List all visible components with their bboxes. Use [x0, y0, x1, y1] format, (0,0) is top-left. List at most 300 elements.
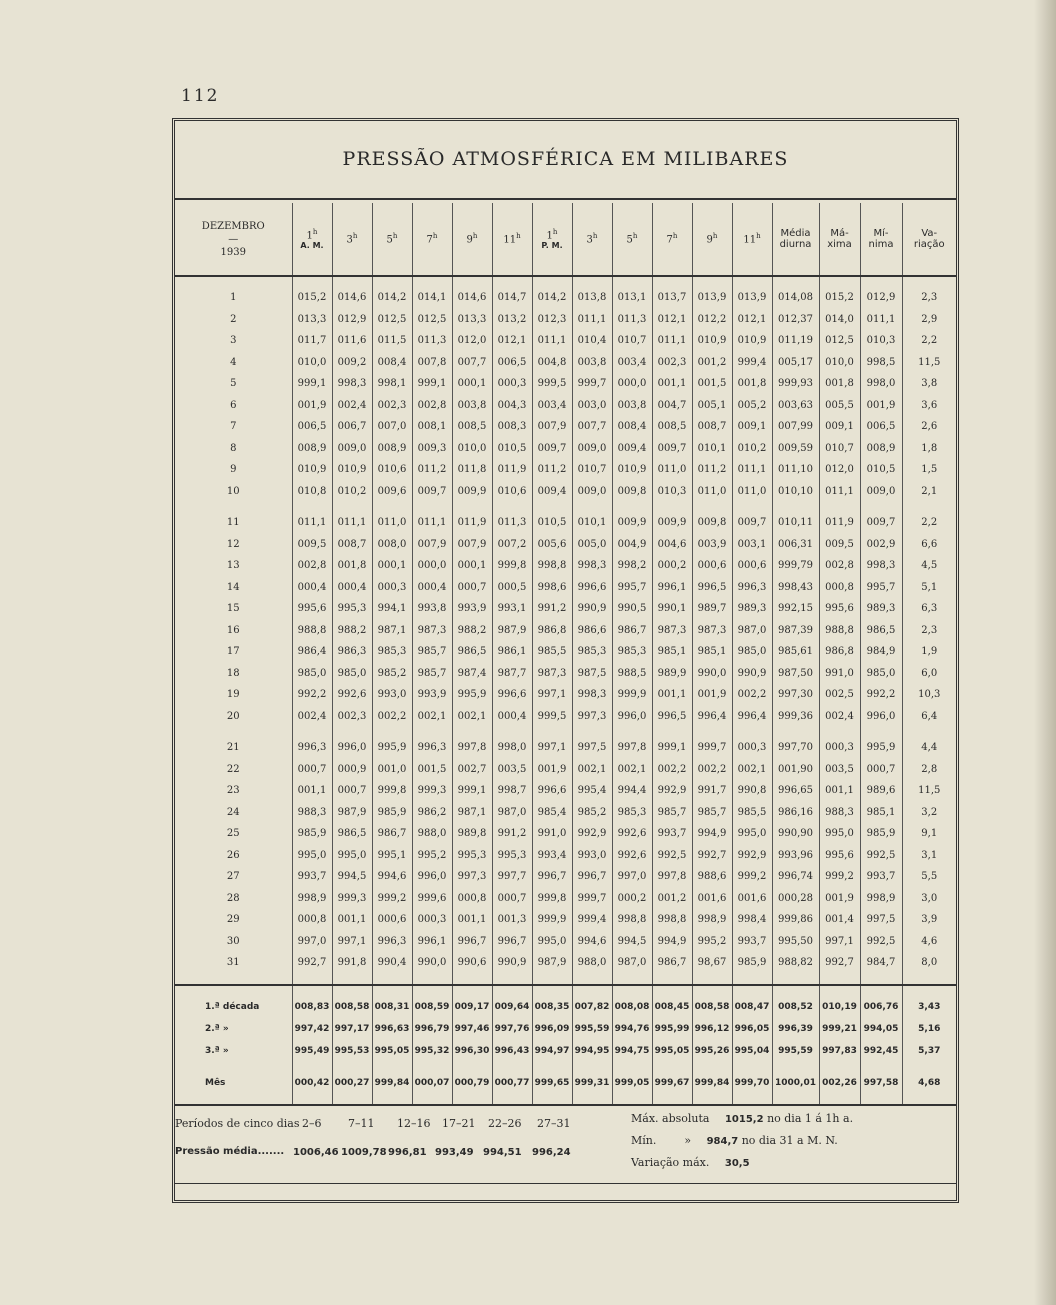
value-cell: 003,5 [492, 759, 532, 781]
spacer-row [175, 1094, 956, 1105]
value-cell: 992,5 [860, 931, 902, 953]
value-cell: 010,2 [732, 438, 772, 460]
hour-label: 1 [306, 230, 313, 242]
spacer-cell [772, 727, 819, 737]
value-cell: 987,9 [332, 802, 372, 824]
value-cell: 005,2 [732, 395, 772, 417]
value-cell: 005,6 [532, 534, 572, 556]
value-cell: 013,2 [492, 309, 532, 331]
value-cell: 986,2 [412, 802, 452, 824]
value-cell: 987,0 [492, 802, 532, 824]
value-cell: 013,9 [692, 287, 732, 309]
value-cell: 991,0 [819, 663, 860, 685]
day-row [175, 802, 956, 824]
spacer-cell [532, 727, 572, 737]
minimum-header-line: nima [868, 239, 894, 250]
value-cell: 011,1 [732, 459, 772, 481]
value-cell: 998,43 [772, 577, 819, 599]
value-cell: 008,5 [652, 416, 692, 438]
value-cell: 996,0 [412, 866, 452, 888]
daily-mean-header-line: Média [780, 228, 811, 239]
spacer-cell [860, 276, 902, 287]
value-cell: 008,35 [532, 996, 572, 1018]
value-cell: 009,1 [819, 416, 860, 438]
spacer-row [175, 985, 956, 996]
value-cell: 995,9 [452, 684, 492, 706]
minimum-header [860, 203, 902, 276]
value-cell: 008,4 [372, 352, 412, 374]
hour-label: 11 [503, 234, 517, 246]
pressure-value: 996,24 [532, 1147, 571, 1158]
value-cell: 985,2 [372, 663, 412, 685]
value-cell: 988,3 [819, 802, 860, 824]
spacer-cell [175, 502, 292, 512]
day-row [175, 620, 956, 642]
value-cell: 2,8 [902, 759, 956, 781]
value-cell: 997,8 [452, 737, 492, 759]
value-cell: 995,49 [292, 1040, 332, 1062]
value-cell: 997,1 [532, 684, 572, 706]
row-label: 8 [230, 442, 237, 454]
value-cell: 985,5 [732, 802, 772, 824]
value-cell: 011,0 [652, 459, 692, 481]
value-cell: 012,0 [452, 330, 492, 352]
value-cell: 998,7 [492, 780, 532, 802]
value-cell: 987,50 [772, 663, 819, 685]
spacer-cell [572, 1062, 612, 1072]
value-cell: 012,1 [652, 309, 692, 331]
value-cell: 008,58 [692, 996, 732, 1018]
day-row [175, 684, 956, 706]
spacer-cell [612, 985, 652, 996]
value-cell: 009,7 [860, 512, 902, 534]
value-cell: 001,0 [372, 759, 412, 781]
day-row [175, 352, 956, 374]
row-label: 3 [230, 335, 237, 347]
spacer-cell [452, 974, 492, 985]
value-cell: 995,0 [819, 823, 860, 845]
value-cell: 995,0 [332, 845, 372, 867]
pressure-value: 993,49 [435, 1147, 474, 1158]
value-cell: 011,1 [860, 309, 902, 331]
value-cell: 999,8 [372, 780, 412, 802]
value-cell: 009,4 [532, 481, 572, 503]
value-cell: 011,0 [372, 512, 412, 534]
value-cell: 998,0 [860, 373, 902, 395]
value-cell: 002,8 [819, 555, 860, 577]
spacer-cell [692, 974, 732, 985]
value-cell: 995,3 [452, 845, 492, 867]
value-cell: 011,5 [372, 330, 412, 352]
value-cell: 011,1 [532, 330, 572, 352]
value-cell: 997,1 [532, 737, 572, 759]
value-cell: 2,9 [902, 309, 956, 331]
value-cell: 001,2 [692, 352, 732, 374]
value-cell: 996,4 [732, 706, 772, 728]
value-cell: 008,47 [732, 996, 772, 1018]
value-cell: 001,1 [292, 780, 332, 802]
row-label: 31 [226, 957, 240, 969]
value-cell: 987,0 [732, 620, 772, 642]
value-cell: 995,6 [819, 845, 860, 867]
spacer-cell [492, 727, 532, 737]
hour-header [532, 203, 572, 276]
value-cell: 986,7 [612, 620, 652, 642]
value-cell: 995,2 [692, 931, 732, 953]
value-cell: 999,05 [612, 1072, 652, 1094]
value-cell: 010,7 [612, 330, 652, 352]
value-cell: 010,9 [332, 459, 372, 481]
value-cell: 996,7 [572, 866, 612, 888]
value-cell: 993,9 [452, 598, 492, 620]
spacer-cell [372, 727, 412, 737]
value-cell: 002,2 [372, 706, 412, 728]
value-cell: 998,3 [860, 555, 902, 577]
value-cell: 001,4 [819, 909, 860, 931]
pressure-value: 1009,78 [341, 1147, 387, 1158]
value-cell: 009,9 [652, 512, 692, 534]
value-cell: 985,3 [612, 641, 652, 663]
spacer-cell [902, 1062, 956, 1072]
value-cell: 985,7 [412, 663, 452, 685]
value-cell: 986,8 [532, 620, 572, 642]
value-cell: 012,3 [532, 309, 572, 331]
spacer-row [175, 502, 956, 512]
value-cell: 986,7 [372, 823, 412, 845]
periods-row [175, 1117, 299, 1130]
value-cell: 000,7 [492, 888, 532, 910]
value-cell: 000,4 [492, 706, 532, 728]
value-cell: 992,2 [860, 684, 902, 706]
spacer-cell [532, 985, 572, 996]
row-label: 23 [226, 785, 240, 797]
spacer-cell [372, 276, 412, 287]
value-cell: 001,9 [819, 888, 860, 910]
row-label: 7 [230, 421, 237, 433]
value-cell: 996,43 [492, 1040, 532, 1062]
spacer-cell [372, 974, 412, 985]
value-cell: 009,17 [452, 996, 492, 1018]
value-cell: 989,8 [452, 823, 492, 845]
row-label: Mês [205, 1077, 226, 1088]
value-cell: 009,59 [772, 438, 819, 460]
variation-value: 30,5 [724, 1158, 750, 1169]
spacer-cell [372, 985, 412, 996]
spacer-cell [860, 985, 902, 996]
min-value: 984,7 [706, 1136, 739, 1147]
value-cell: 988,2 [332, 620, 372, 642]
value-cell: 001,5 [412, 759, 452, 781]
value-cell: 997,17 [332, 1018, 372, 1040]
value-cell: 992,45 [860, 1040, 902, 1062]
hour-header [732, 203, 772, 276]
value-cell: 009,5 [819, 534, 860, 556]
spacer-cell [732, 974, 772, 985]
hour-sup: h [472, 232, 478, 241]
period-label: 12–16 [397, 1117, 431, 1130]
spacer-cell [292, 985, 332, 996]
spacer-cell [292, 1094, 332, 1105]
value-cell: 999,9 [612, 684, 652, 706]
value-cell: 002,9 [860, 534, 902, 556]
row-label: 19 [226, 689, 240, 701]
value-cell: 996,63 [372, 1018, 412, 1040]
value-cell: 2,3 [902, 287, 956, 309]
value-cell: 000,1 [452, 555, 492, 577]
periods-label: Períodos de cinco dias [175, 1117, 300, 1130]
value-cell: 008,3 [492, 416, 532, 438]
value-cell: 002,4 [292, 706, 332, 728]
value-cell: 008,7 [332, 534, 372, 556]
value-cell: 006,5 [860, 416, 902, 438]
value-cell: 995,9 [860, 737, 902, 759]
value-cell: 997,8 [612, 737, 652, 759]
value-cell: 987,1 [372, 620, 412, 642]
pressure-mean-label: Pressão média....... [175, 1146, 285, 1157]
spacer-cell [819, 974, 860, 985]
spacer-cell [412, 1062, 452, 1072]
value-cell: 004,6 [652, 534, 692, 556]
value-cell: 997,0 [292, 931, 332, 953]
value-cell: 000,8 [819, 577, 860, 599]
spacer-cell [732, 276, 772, 287]
value-cell: 010,3 [860, 330, 902, 352]
value-cell: 990,9 [732, 663, 772, 685]
spacer-cell [175, 1094, 292, 1105]
value-cell: 994,97 [532, 1040, 572, 1062]
value-cell: 999,67 [652, 1072, 692, 1094]
value-cell: 002,4 [819, 706, 860, 728]
value-cell: 996,30 [452, 1040, 492, 1062]
value-cell: 986,16 [772, 802, 819, 824]
value-cell: 005,1 [692, 395, 732, 417]
value-cell: 002,3 [652, 352, 692, 374]
value-cell: 999,2 [819, 866, 860, 888]
spacer-cell [772, 276, 819, 287]
value-cell: 9,1 [902, 823, 956, 845]
value-cell: 001,1 [652, 373, 692, 395]
row-label: 27 [226, 871, 240, 883]
value-cell: 996,6 [572, 577, 612, 599]
value-cell: 014,2 [532, 287, 572, 309]
row-label: 2.ª » [205, 1023, 229, 1034]
value-cell: 985,9 [372, 802, 412, 824]
value-cell: 010,3 [652, 481, 692, 503]
value-cell: 999,1 [452, 780, 492, 802]
value-cell: 007,7 [452, 352, 492, 374]
value-cell: 999,1 [652, 737, 692, 759]
value-cell: 013,3 [292, 309, 332, 331]
row-label: 22 [226, 763, 240, 775]
value-cell: 990,9 [492, 952, 532, 974]
value-cell: 985,7 [652, 802, 692, 824]
day-row [175, 555, 956, 577]
value-cell: 995,4 [572, 780, 612, 802]
value-cell: 995,26 [692, 1040, 732, 1062]
hour-sup: h [552, 227, 558, 236]
value-cell: 3,43 [902, 996, 956, 1018]
spacer-cell [412, 276, 452, 287]
value-cell: 011,2 [532, 459, 572, 481]
value-cell: 009,0 [860, 481, 902, 503]
value-cell: 014,6 [452, 287, 492, 309]
value-cell: 003,4 [532, 395, 572, 417]
value-cell: 987,3 [532, 663, 572, 685]
day-row [175, 737, 956, 759]
value-cell: 000,1 [372, 555, 412, 577]
value-cell: 999,3 [412, 780, 452, 802]
value-cell: 991,8 [332, 952, 372, 974]
footer-bottom-rule [175, 1183, 956, 1184]
value-cell: 990,6 [452, 952, 492, 974]
value-cell: 996,39 [772, 1018, 819, 1040]
value-cell: 010,10 [772, 481, 819, 503]
value-cell: 993,7 [732, 931, 772, 953]
spacer-cell [372, 502, 412, 512]
value-cell: 987,4 [452, 663, 492, 685]
maximum-header [819, 203, 860, 276]
row-label: 12 [226, 538, 240, 550]
min-note: no dia 31 a M. N. [741, 1134, 838, 1147]
day-row [175, 909, 956, 931]
value-cell: 000,3 [492, 373, 532, 395]
value-cell: 995,9 [372, 737, 412, 759]
spacer-cell [819, 1062, 860, 1072]
value-cell: 994,4 [612, 780, 652, 802]
hour-header [572, 203, 612, 276]
day-row [175, 641, 956, 663]
value-cell: 001,1 [452, 909, 492, 931]
value-cell: 002,1 [612, 759, 652, 781]
value-cell: 985,3 [572, 641, 612, 663]
spacer-cell [292, 502, 332, 512]
spacer-cell [532, 502, 572, 512]
spacer-cell [652, 727, 692, 737]
value-cell: 010,11 [772, 512, 819, 534]
spacer-cell [692, 985, 732, 996]
value-cell: 008,45 [652, 996, 692, 1018]
value-cell: 009,7 [412, 481, 452, 503]
value-cell: 992,6 [612, 845, 652, 867]
value-cell: 013,1 [612, 287, 652, 309]
value-cell: 989,7 [692, 598, 732, 620]
spacer-cell [612, 727, 652, 737]
spacer-cell [612, 276, 652, 287]
spacer-cell [372, 1094, 412, 1105]
value-cell: 995,3 [492, 845, 532, 867]
spacer-cell [652, 502, 692, 512]
value-cell: 003,9 [692, 534, 732, 556]
value-cell: 998,3 [332, 373, 372, 395]
value-cell: 999,5 [532, 373, 572, 395]
value-cell: 999,7 [692, 737, 732, 759]
value-cell: 998,1 [372, 373, 412, 395]
value-cell: 014,7 [492, 287, 532, 309]
value-cell: 015,2 [292, 287, 332, 309]
value-cell: 998,8 [652, 909, 692, 931]
value-cell: 999,6 [412, 888, 452, 910]
period-label: 27–31 [537, 1117, 571, 1130]
value-cell: 010,0 [292, 352, 332, 374]
value-cell: 003,8 [452, 395, 492, 417]
spacer-cell [452, 1062, 492, 1072]
value-cell: 987,5 [572, 663, 612, 685]
spacer-cell [452, 276, 492, 287]
value-cell: 997,8 [652, 866, 692, 888]
value-cell: 001,8 [732, 373, 772, 395]
value-cell: 11,5 [902, 780, 956, 802]
value-cell: 985,4 [532, 802, 572, 824]
month-label: DEZEMBRO [201, 220, 265, 232]
value-cell: 000,4 [292, 577, 332, 599]
value-cell: 006,7 [332, 416, 372, 438]
value-cell: 985,1 [860, 802, 902, 824]
value-cell: 988,82 [772, 952, 819, 974]
value-cell: 996,3 [732, 577, 772, 599]
row-label: 30 [226, 935, 240, 947]
value-cell: 013,8 [572, 287, 612, 309]
value-cell: 000,0 [412, 555, 452, 577]
value-cell: 005,0 [572, 534, 612, 556]
value-cell: 014,1 [412, 287, 452, 309]
minimum-header-line: Mí- [873, 228, 889, 239]
spacer-cell [412, 727, 452, 737]
value-cell: 009,7 [732, 512, 772, 534]
hour-label: 11 [743, 234, 757, 246]
value-cell: 999,31 [572, 1072, 612, 1094]
value-cell: 012,9 [332, 309, 372, 331]
value-cell: 989,3 [860, 598, 902, 620]
value-cell: 010,5 [492, 438, 532, 460]
value-cell: 994,75 [612, 1040, 652, 1062]
value-cell: 996,79 [412, 1018, 452, 1040]
value-cell: 009,7 [652, 438, 692, 460]
value-cell: 010,4 [572, 330, 612, 352]
value-cell: 987,39 [772, 620, 819, 642]
value-cell: 000,28 [772, 888, 819, 910]
value-cell: 989,6 [860, 780, 902, 802]
value-cell: 010,5 [532, 512, 572, 534]
value-cell: 000,9 [332, 759, 372, 781]
hour-sup: h [392, 232, 398, 241]
value-cell: 10,3 [902, 684, 956, 706]
value-cell: 985,0 [292, 663, 332, 685]
value-cell: 994,9 [652, 931, 692, 953]
spacer-cell [412, 502, 452, 512]
value-cell: 985,1 [692, 641, 732, 663]
value-cell: 002,3 [332, 706, 372, 728]
hour-sup: h [592, 232, 598, 241]
period-label: 2–6 [302, 1117, 322, 1130]
value-cell: 012,5 [412, 309, 452, 331]
spacer-cell [492, 1094, 532, 1105]
row-label: 17 [226, 646, 240, 658]
spacer-cell [332, 1094, 372, 1105]
spacer-cell [572, 985, 612, 996]
value-cell: 013,7 [652, 287, 692, 309]
value-cell: 999,93 [772, 373, 819, 395]
value-cell: 994,6 [372, 866, 412, 888]
value-cell: 994,05 [860, 1018, 902, 1040]
value-cell: 996,6 [492, 684, 532, 706]
value-cell: 1000,01 [772, 1072, 819, 1094]
day-row [175, 577, 956, 599]
value-cell: 995,2 [412, 845, 452, 867]
value-cell: 012,9 [860, 287, 902, 309]
value-cell: 989,3 [732, 598, 772, 620]
value-cell: 986,5 [452, 641, 492, 663]
value-cell: 991,0 [532, 823, 572, 845]
